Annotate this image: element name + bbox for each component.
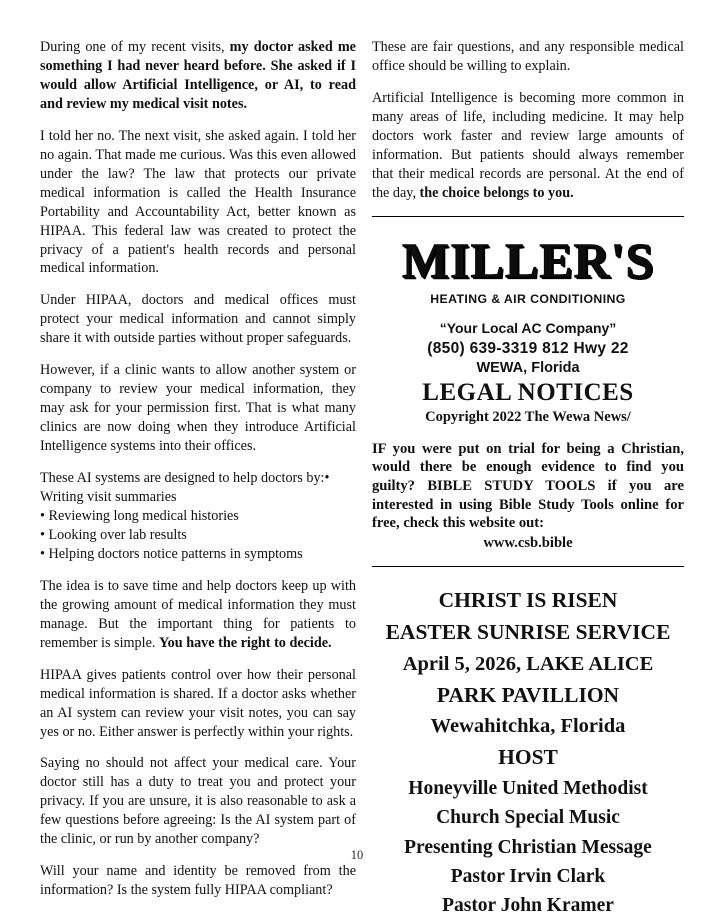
legal-notices-heading: LEGAL NOTICES bbox=[422, 378, 634, 406]
millers-advertisement bbox=[372, 231, 684, 426]
announcement-line-1: CHRIST IS RISEN bbox=[438, 587, 618, 612]
ai-list-item-3: • Helping doctors notice patterns in symptoms bbox=[40, 545, 303, 562]
ai-list-intro bbox=[40, 469, 356, 488]
bible-notice-body: IF you were put on trial for being a Christian, would there be enough evidence to find you guilty? BIBLE STUDY TOOLS if you are interested in using Bible Study Tools online for free, check this website out: bbox=[372, 440, 684, 532]
bible-study-notice bbox=[372, 440, 684, 552]
ai-list-item-0: Writing visit summaries bbox=[40, 489, 177, 506]
announcement-line-2: EASTER SUNRISE SERVICE bbox=[385, 619, 671, 644]
announcement-line-3: April 5, 2026, LAKE ALICE bbox=[402, 652, 654, 675]
ai-list-intro-text: These AI systems are designed to help doctors by:• bbox=[40, 470, 330, 487]
ai-capabilities-list bbox=[40, 469, 356, 564]
millers-slogan: “Your Local AC Company” bbox=[439, 319, 617, 336]
idea-normal-text: The idea is to save time and help doctors keep up with the growing amount of medical information they must manage. But the important thing for patients to remember is simple. bbox=[40, 577, 356, 651]
lead-bold-text: my doctor asked me something I had never heard before. She asked if I would allow Artificial Intelligence, or AI, to read and review my medical visit notes. bbox=[40, 39, 356, 112]
right-body-paragraph-1: These are fair questions, and any responsible medical office should be willing to explain. bbox=[372, 39, 684, 74]
right-closing-paragraph bbox=[372, 89, 684, 203]
announcement-line-7: Honeyville United Methodist bbox=[408, 778, 648, 800]
idea-bold-text: You have the right to decide. bbox=[159, 634, 332, 651]
right-closing-normal-text: Artificial Intelligence is becoming more common in many areas of life, including medicine. It may help doctors work faster and review large amounts of information. But patients should always remember that their medical records are personal. At the end of the day, bbox=[372, 89, 684, 201]
lead-paragraph bbox=[40, 38, 356, 114]
announcement-line-10: Pastor Irvin Clark bbox=[450, 866, 606, 888]
lead-normal-text: During one of my recent visits, bbox=[40, 39, 230, 55]
idea-paragraph bbox=[40, 577, 356, 653]
page-number: 10 bbox=[350, 848, 364, 862]
announcement-line-6: HOST bbox=[498, 745, 558, 770]
announcement-line-8: Church Special Music bbox=[436, 807, 620, 829]
ai-list-item-1: • Reviewing long medical histories bbox=[40, 507, 239, 524]
body-paragraph-2: Under HIPAA, doctors and medical offices must protect your medical information and cannot simply share it with outside parties without proper safeguards. bbox=[40, 292, 356, 347]
announcement-line-9: Presenting Christian Message bbox=[404, 836, 652, 858]
body-paragraph-1: I told her no. The next visit, she asked again. I told her no again. That made me curious. Was this even allowed under the law? The law that protects our private medical information is called the Health Insurance Portability and Accountability Act, better known as HIPAA. This federal law was created to protect the privacy of a patient's health records and personal medical information. bbox=[40, 127, 356, 277]
body-paragraph-5: Saying no should not affect your medical care. Your doctor still has a duty to treat you and protect your privacy. If you are unsure, it is also reasonable to ask a few questions before agreeing: Is the AI system part of the clinic, or run by another company? bbox=[40, 755, 356, 848]
millers-logo: MILLER'S bbox=[401, 231, 655, 288]
section-divider-top bbox=[372, 216, 684, 217]
copyright-line: Copyright 2022 The Wewa News/ bbox=[425, 408, 631, 425]
body-paragraph-3: However, if a clinic wants to allow another system or company to review your medical information, they may ask for your permission first. That is what many clinics are now doing when they introduce Artificial Intelligence systems into their offices. bbox=[40, 362, 356, 455]
announcement-line-4: PARK PAVILLION bbox=[436, 682, 620, 707]
millers-phone-address: (850) 639-3319 812 Hwy 22 bbox=[427, 339, 629, 357]
right-column bbox=[372, 38, 684, 923]
left-column bbox=[40, 38, 356, 913]
ai-list-item-2: • Looking over lab results bbox=[40, 526, 187, 543]
millers-subtitle: HEATING & AIR CONDITIONING bbox=[430, 291, 626, 306]
announcement-line-5: Wewahitchka, Florida bbox=[430, 715, 626, 738]
right-closing-bold-text: the choice belongs to you. bbox=[419, 184, 574, 201]
section-divider-bottom bbox=[372, 566, 684, 567]
easter-service-announcement bbox=[372, 587, 684, 919]
announcement-line-11: Pastor John Kramer bbox=[442, 895, 614, 917]
body-paragraph-4: HIPAA gives patients control over how their personal medical information is shared. If a doctor asks whether an AI system can review your visit notes, you can say yes or no. Either answer is perfectly within your rights. bbox=[40, 666, 356, 740]
bible-notice-website[interactable]: www.csb.bible bbox=[483, 534, 573, 551]
millers-city-state: WEWA, Florida bbox=[476, 359, 580, 376]
body-paragraph-6: Will your name and identity be removed from the information? Is the system fully HIPAA compliant? bbox=[40, 863, 356, 899]
